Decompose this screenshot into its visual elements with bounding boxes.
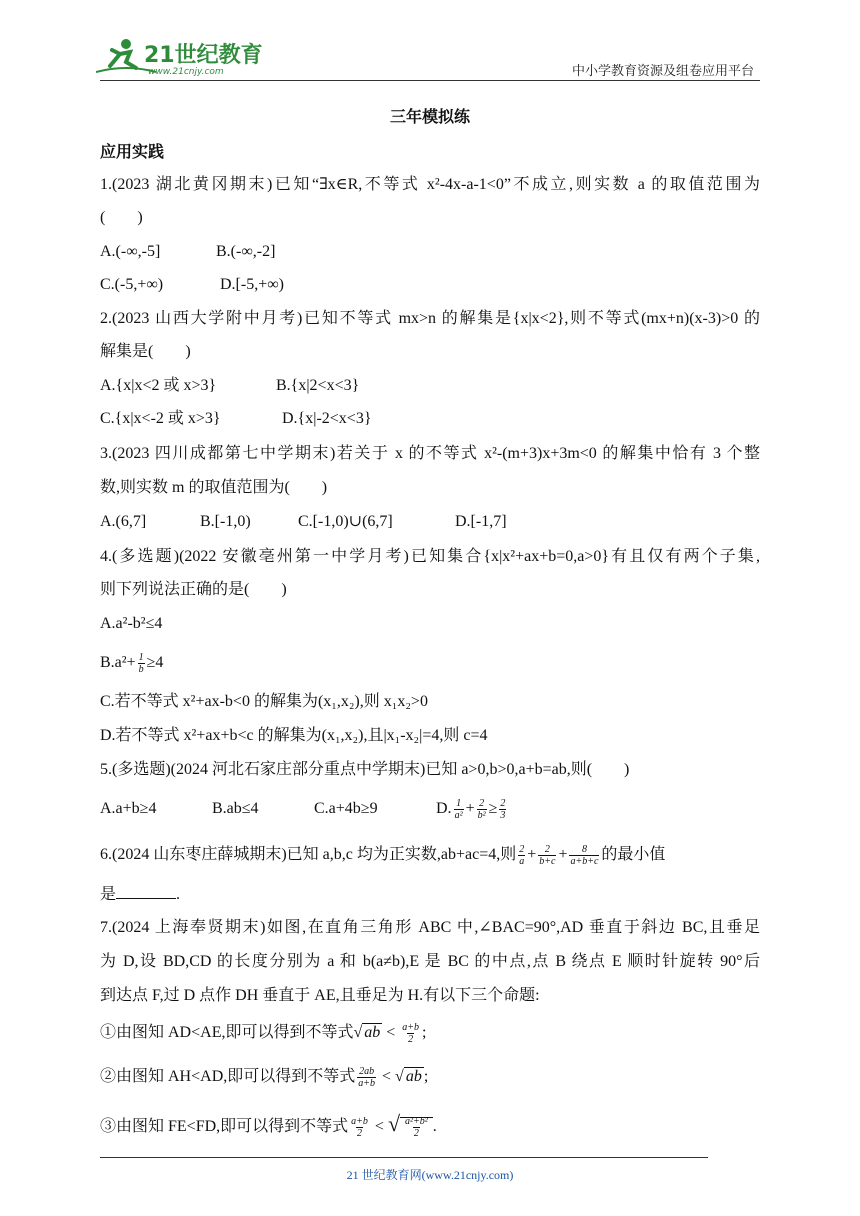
answer-blank[interactable]: [116, 884, 176, 899]
fraction-numerator: a²+b²: [405, 1115, 428, 1127]
q5-options-row: [100, 798, 508, 821]
header-divider: [100, 80, 760, 81]
fraction-denominator: b: [138, 664, 144, 675]
fraction-denominator: b+c: [539, 856, 556, 867]
q3-option-a: A.(6,7]: [100, 513, 147, 530]
fraction-denominator: b²: [477, 810, 486, 821]
plus-sign: +: [465, 800, 475, 818]
q2-options-row2: [100, 409, 372, 429]
site-logo: [96, 36, 266, 80]
q4-option-b-pre: B.a²+: [100, 654, 136, 672]
fraction-numerator: a+b: [402, 1022, 420, 1033]
q4-option-a: A.a²-b²≤4: [100, 615, 163, 632]
q6-fraction-2: [538, 844, 556, 867]
q4-option-b-fraction: [138, 652, 145, 675]
fraction-denominator: 3: [500, 810, 506, 821]
q2-options-row1: [100, 376, 359, 396]
q6-stem-pre: 6.(2024 山东枣庄薛城期末)已知 a,b,c 均为正实数,ab+ac=4,则: [100, 846, 517, 864]
q4-stem-line1: 4.(多选题)(2022 安徽亳州第一中学月考)已知集合{x|x²+ax+b=0,a>0}有且仅有两个子集,: [100, 548, 760, 565]
q5-d-fraction-3: [499, 798, 506, 821]
q6-line2-pre: 是: [100, 886, 117, 903]
sqrt-expression: √ ab: [353, 1024, 381, 1042]
fraction-denominator: a+b+c: [570, 856, 599, 867]
radicand: ab: [405, 1068, 422, 1086]
q6-stem-line2: [100, 884, 180, 905]
ge-sign: ≥: [488, 800, 498, 818]
prop3-text: ③由图知 FE<FD,即可以得到不等式: [100, 1118, 349, 1135]
lt-sign: <: [386, 1024, 396, 1042]
radicand: [400, 1115, 433, 1139]
q1-option-a: A.(-∞,-5]: [100, 243, 161, 260]
q5-option-a: A.a+b≥4: [100, 800, 157, 818]
q7-stem-line1: 7.(2024 上海奉贤期末)如图,在直角三角形 ABC 中,∠BAC=90°,AD 垂直于斜边 BC,且垂足: [100, 919, 760, 936]
q2-option-d: D.{x|-2<x<3}: [282, 410, 372, 427]
sqrt-expression: √ $\frac{\text{a²+b²}}{2}$: [388, 1114, 433, 1139]
q3-stem-line1: 3.(2023 四川成都第七中学期末)若关于 x 的不等式 x²-(m+3)x+3m<0 的解集中恰有 3 个整: [100, 445, 760, 462]
lt-sign: <: [374, 1118, 384, 1135]
q2-option-b: B.{x|2<x<3}: [276, 377, 360, 394]
prop2-text: ②由图知 AH<AD,即可以得到不等式: [100, 1068, 356, 1086]
fraction-numerator: 1: [138, 652, 144, 663]
plus-sign: +: [527, 846, 537, 864]
q6-fraction-1: [518, 844, 525, 867]
q7-stem-line3: 到达点 F,过 D 点作 DH 垂直于 AE,且垂足为 H.有以下三个命题:: [100, 987, 540, 1004]
punctuation: .: [432, 1118, 437, 1135]
q3-option-d: D.[-1,7]: [455, 513, 507, 530]
prop1-text: ①由图知 AD<AE,即可以得到不等式: [100, 1024, 354, 1042]
logo-text: 21世纪教育: [144, 43, 263, 68]
q7-proposition-3: [100, 1111, 437, 1139]
q7-proposition-1: [100, 1022, 426, 1045]
fraction-numerator: a+b: [351, 1115, 368, 1127]
section-heading: 应用实践: [100, 142, 165, 161]
q5-option-d-pre: D.: [436, 800, 452, 818]
radicand-fraction: [404, 1116, 429, 1139]
page-title: 三年模拟练: [389, 107, 470, 126]
q1-stem-line1: 1.(2023 湖北黄冈期末)已知“∃x∈R,不等式 x²-4x-a-1<0”不成立,则实数 a 的取值范围为: [100, 176, 760, 193]
q5-d-fraction-1: [454, 798, 464, 821]
q5-option-c: C.a+4b≥9: [314, 800, 378, 818]
q6-stem-post: 的最小值: [601, 846, 666, 864]
logo-url: www.21cnjy.com: [148, 67, 224, 77]
lt-sign: <: [382, 1068, 392, 1086]
q4-stem-line2: 则下列说法正确的是( ): [100, 581, 287, 598]
q6-fraction-3: [569, 844, 599, 867]
q1-option-c: C.(-5,+∞): [100, 276, 164, 293]
fraction-numerator: 8: [581, 844, 587, 855]
q2-stem-line1: 2.(2023 山西大学附中月考)已知不等式 mx>n 的解集是{x|x<2},则不等式(mx+n)(x-3)>0 的: [100, 310, 760, 327]
plus-sign: +: [558, 846, 568, 864]
fraction-denominator: a²: [454, 810, 463, 821]
q4-option-d: D.若不等式 x²+ax+b<c 的解集为(x₁,x₂),且|x₁-x₂|=4,则 c=4: [100, 727, 488, 744]
prop3-fraction: [350, 1116, 369, 1139]
fraction-numerator: 2: [479, 798, 485, 809]
fraction-numerator: 2: [500, 798, 506, 809]
q4-option-b-post: ≥4: [146, 654, 164, 672]
footer-link[interactable]: 21 世纪教育网(www.21cnjy.com): [346, 1168, 514, 1182]
q1-options-row2: [100, 275, 284, 295]
footer-divider: [100, 1157, 708, 1158]
q7-proposition-2: [100, 1066, 428, 1089]
fraction-numerator: 2: [519, 844, 525, 855]
runner-logo-icon: [96, 36, 266, 80]
sqrt-expression: √ ab: [395, 1068, 422, 1086]
q5-stem: 5.(多选题)(2024 河北石家庄部分重点中学期末)已知 a>0,b>0,a+b=ab,则( ): [100, 761, 630, 778]
punctuation: ;: [422, 1024, 427, 1042]
q3-option-b: B.[-1,0): [200, 513, 251, 530]
q5-option-d: [436, 798, 508, 821]
q5-d-fraction-2: [477, 798, 487, 821]
q3-options-row: [100, 512, 507, 532]
q6-stem-line1: [100, 844, 665, 867]
fraction-denominator: a+b: [358, 1078, 375, 1089]
q7-stem-line2: 为 D,设 BD,CD 的长度分别为 a 和 b(a≠b),E 是 BC 的中点,点 B 绕点 E 顺时针旋转 90°后: [100, 953, 760, 970]
q4-option-b: [100, 652, 163, 675]
fraction-denominator: 2: [413, 1127, 419, 1139]
q1-option-b: B.(-∞,-2]: [216, 243, 276, 260]
q1-stem-line2: ( ): [100, 209, 143, 226]
q4-option-c: C.若不等式 x²+ax-b<0 的解集为(x₁,x₂),则 x₁x₂>0: [100, 693, 428, 710]
punctuation: ;: [423, 1068, 429, 1086]
fraction-numerator: 2: [544, 844, 550, 855]
q1-option-d: D.[-5,+∞): [220, 276, 284, 293]
q1-options-row1: [100, 242, 275, 262]
prop1-fraction: [401, 1022, 420, 1045]
q2-stem-line2: 解集是( ): [100, 343, 191, 360]
q2-option-a: A.{x|x<2 或 x>3}: [100, 377, 217, 394]
q5-option-b: B.ab≤4: [212, 800, 259, 818]
q2-option-c: C.{x|x<-2 或 x>3}: [100, 410, 221, 427]
q6-line2-post: .: [176, 886, 181, 903]
header-platform-text: 中小学教育资源及组卷应用平台: [571, 64, 754, 79]
fraction-denominator: a: [519, 856, 525, 867]
fraction-denominator: 2: [408, 1034, 414, 1045]
prop2-fraction: [357, 1066, 376, 1089]
q3-option-c: C.[-1,0)∪(6,7]: [298, 513, 393, 530]
fraction-numerator: 2ab: [359, 1066, 375, 1077]
fraction-denominator: 2: [357, 1127, 363, 1139]
radicand: ab: [364, 1024, 381, 1042]
fraction-numerator: 1: [456, 798, 462, 809]
q3-stem-line2: 数,则实数 m 的取值范围为( ): [100, 479, 328, 496]
